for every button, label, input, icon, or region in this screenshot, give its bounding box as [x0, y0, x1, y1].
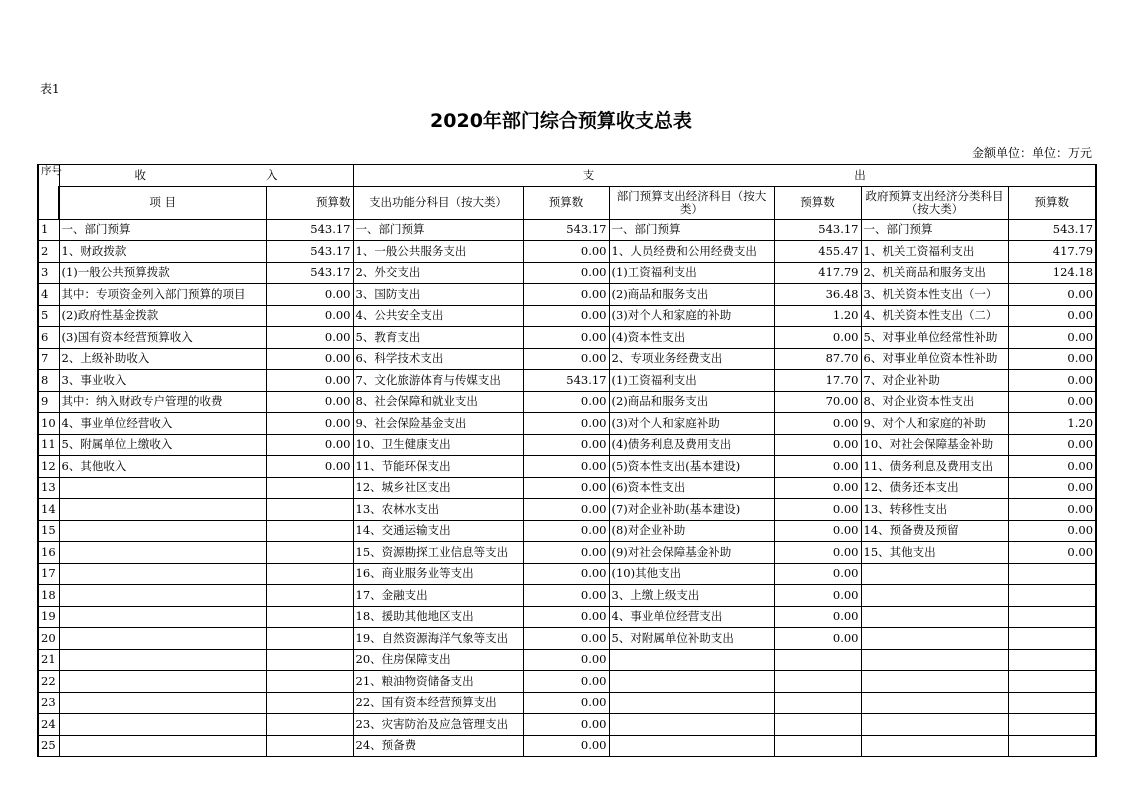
gov-econ-cell: 12、债务还本支出	[861, 477, 1008, 499]
dept-econ-cell: (1)工资福利支出	[609, 370, 774, 392]
gov-amount-cell: 0.00	[1008, 348, 1096, 370]
gov-amount-cell: 0.00	[1008, 305, 1096, 327]
dept-econ-cell: (2)商品和服务支出	[609, 391, 774, 413]
gov-amount-cell: 1.20	[1008, 413, 1096, 435]
expense-group-char-2: 出	[854, 167, 866, 182]
dept-econ-cell: (3)对个人和家庭补助	[609, 413, 774, 435]
table-row	[38, 370, 1096, 392]
seq-cell: 19	[38, 606, 59, 628]
func-class-cell: 3、国防支出	[353, 284, 523, 306]
income-amount-cell: 543.17	[266, 262, 353, 284]
dept-amount-cell: 0.00	[774, 327, 861, 349]
func-class-cell: 11、节能环保支出	[353, 456, 523, 478]
dept-amount-cell: 87.70	[774, 348, 861, 370]
gov-amount-cell: 0.00	[1008, 284, 1096, 306]
dept-amount-cell: 0.00	[774, 585, 861, 607]
dept-amount-cell: 0.00	[774, 434, 861, 456]
func-class-cell: 10、卫生健康支出	[353, 434, 523, 456]
income-amount-header: 预算数	[266, 186, 353, 219]
income-item-cell: 6、其他收入	[59, 456, 266, 478]
func-amount-cell: 0.00	[523, 628, 609, 650]
gov-amount-cell	[1008, 649, 1096, 671]
income-amount-cell: 0.00	[266, 456, 353, 478]
income-item-cell: 1、财政拨款	[59, 241, 266, 263]
gov-econ-cell	[861, 649, 1008, 671]
table-row	[38, 585, 1096, 607]
dept-amount-cell: 0.00	[774, 542, 861, 564]
func-class-cell: 21、粮油物资储备支出	[353, 671, 523, 693]
income-amount-cell: 0.00	[266, 370, 353, 392]
func-class-cell: 14、交通运输支出	[353, 520, 523, 542]
dept-econ-cell: 4、事业单位经营支出	[609, 606, 774, 628]
table-row	[38, 327, 1096, 349]
dept-amount-cell: 0.00	[774, 628, 861, 650]
dept-econ-cell	[609, 692, 774, 714]
seq-cell: 10	[38, 413, 59, 435]
income-item-cell	[59, 499, 266, 521]
income-item-cell: (3)国有资本经营预算收入	[59, 327, 266, 349]
seq-cell: 16	[38, 542, 59, 564]
table-row	[38, 692, 1096, 714]
gov-amount-cell: 124.18	[1008, 262, 1096, 284]
gov-econ-cell: 7、对企业补助	[861, 370, 1008, 392]
income-item-cell	[59, 628, 266, 650]
seq-cell: 1	[38, 219, 59, 241]
income-item-cell: 2、上级补助收入	[59, 348, 266, 370]
seq-cell: 14	[38, 499, 59, 521]
seq-header: 序号	[38, 165, 59, 220]
gov-amount-cell	[1008, 692, 1096, 714]
dept-econ-cell	[609, 671, 774, 693]
expense-group-char-1: 支	[582, 167, 595, 182]
seq-cell: 25	[38, 735, 59, 757]
func-amount-cell: 0.00	[523, 649, 609, 671]
income-amount-cell: 0.00	[266, 305, 353, 327]
func-amount-cell: 0.00	[523, 284, 609, 306]
dept-amount-cell: 0.00	[774, 520, 861, 542]
income-item-cell	[59, 649, 266, 671]
table-row	[38, 628, 1096, 650]
dept-amount-cell	[774, 671, 861, 693]
func-amount-cell: 0.00	[523, 327, 609, 349]
func-class-cell: 17、金融支出	[353, 585, 523, 607]
dept-amount-cell: 0.00	[774, 563, 861, 585]
gov-amount-cell	[1008, 606, 1096, 628]
income-amount-cell	[266, 585, 353, 607]
gov-econ-header: 政府预算支出经济分类科目（按大类）	[861, 186, 1008, 219]
func-class-cell: 8、社会保障和就业支出	[353, 391, 523, 413]
dept-amount-cell	[774, 714, 861, 736]
income-amount-cell	[266, 606, 353, 628]
dept-amount-cell: 36.48	[774, 284, 861, 306]
gov-econ-cell: 11、债务利息及费用支出	[861, 456, 1008, 478]
income-amount-cell	[266, 520, 353, 542]
seq-cell: 2	[38, 241, 59, 263]
income-amount-cell: 0.00	[266, 413, 353, 435]
gov-amount-cell: 0.00	[1008, 391, 1096, 413]
income-item-cell	[59, 735, 266, 757]
table-row	[38, 649, 1096, 671]
seq-cell: 3	[38, 262, 59, 284]
func-amount-cell: 0.00	[523, 735, 609, 757]
func-class-cell: 12、城乡社区支出	[353, 477, 523, 499]
func-class-cell: 13、农林水支出	[353, 499, 523, 521]
gov-amount-cell: 0.00	[1008, 542, 1096, 564]
func-amount-cell: 0.00	[523, 262, 609, 284]
income-item-cell	[59, 714, 266, 736]
func-amount-cell: 0.00	[523, 520, 609, 542]
func-class-cell: 20、住房保障支出	[353, 649, 523, 671]
table-row	[38, 714, 1096, 736]
income-group-header	[59, 165, 353, 187]
table-row	[38, 241, 1096, 263]
dept-econ-cell	[609, 735, 774, 757]
dept-amount-cell: 17.70	[774, 370, 861, 392]
dept-econ-cell: 2、专项业务经费支出	[609, 348, 774, 370]
table-row	[38, 305, 1096, 327]
table-row	[38, 348, 1096, 370]
dept-amount-cell: 0.00	[774, 606, 861, 628]
income-amount-cell	[266, 692, 353, 714]
dept-amount-cell: 1.20	[774, 305, 861, 327]
income-amount-cell	[266, 649, 353, 671]
gov-amount-cell: 0.00	[1008, 327, 1096, 349]
table-row	[38, 542, 1096, 564]
income-amount-cell	[266, 563, 353, 585]
func-class-cell: 18、援助其他地区支出	[353, 606, 523, 628]
amount-unit-note: 金额单位：单位：万元	[971, 146, 1092, 160]
gov-econ-cell	[861, 735, 1008, 757]
income-amount-cell	[266, 628, 353, 650]
func-amount-cell: 0.00	[523, 671, 609, 693]
dept-econ-cell: 1、人员经费和公用经费支出	[609, 241, 774, 263]
gov-econ-cell: 5、对事业单位经常性补助	[861, 327, 1008, 349]
dept-econ-cell: 一、部门预算	[609, 219, 774, 241]
dept-econ-cell: (4)资本性支出	[609, 327, 774, 349]
gov-amount-cell: 0.00	[1008, 499, 1096, 521]
income-item-cell: 4、事业单位经营收入	[59, 413, 266, 435]
dept-econ-cell	[609, 649, 774, 671]
func-amount-cell: 0.00	[523, 348, 609, 370]
gov-econ-cell: 15、其他支出	[861, 542, 1008, 564]
seq-cell: 23	[38, 692, 59, 714]
func-amount-cell: 0.00	[523, 477, 609, 499]
gov-amount-cell	[1008, 563, 1096, 585]
income-item-cell: 一、部门预算	[59, 219, 266, 241]
gov-econ-cell	[861, 714, 1008, 736]
gov-econ-cell	[861, 628, 1008, 650]
dept-amount-cell: 0.00	[774, 456, 861, 478]
dept-amount-cell: 0.00	[774, 499, 861, 521]
dept-econ-cell: (10)其他支出	[609, 563, 774, 585]
func-amount-cell: 0.00	[523, 305, 609, 327]
func-class-cell: 6、科学技术支出	[353, 348, 523, 370]
income-amount-cell: 0.00	[266, 391, 353, 413]
func-class-cell: 一、部门预算	[353, 219, 523, 241]
func-class-cell: 15、资源勘探工业信息等支出	[353, 542, 523, 564]
gov-econ-cell	[861, 585, 1008, 607]
dept-econ-cell: 5、对附属单位补助支出	[609, 628, 774, 650]
dept-amount-cell: 455.47	[774, 241, 861, 263]
gov-econ-cell: 2、机关商品和服务支出	[861, 262, 1008, 284]
gov-econ-cell: 6、对事业单位资本性补助	[861, 348, 1008, 370]
table-row	[38, 413, 1096, 435]
gov-econ-cell: 3、机关资本性支出（一）	[861, 284, 1008, 306]
table-row	[38, 219, 1096, 241]
seq-cell: 12	[38, 456, 59, 478]
func-amount-header: 预算数	[523, 186, 609, 219]
func-class-cell: 24、预备费	[353, 735, 523, 757]
income-item-cell	[59, 542, 266, 564]
income-item-cell: 其中：纳入财政专户管理的收费	[59, 391, 266, 413]
func-class-cell: 9、社会保险基金支出	[353, 413, 523, 435]
income-item-cell: (2)政府性基金拨款	[59, 305, 266, 327]
income-item-cell	[59, 585, 266, 607]
dept-econ-cell: 3、上缴上级支出	[609, 585, 774, 607]
gov-econ-cell: 10、对社会保障基金补助	[861, 434, 1008, 456]
income-amount-cell	[266, 735, 353, 757]
table-row	[38, 391, 1096, 413]
income-item-cell	[59, 477, 266, 499]
dept-amount-cell: 70.00	[774, 391, 861, 413]
gov-amount-header: 预算数	[1008, 186, 1096, 219]
dept-econ-cell: (3)对个人和家庭的补助	[609, 305, 774, 327]
income-item-cell	[59, 520, 266, 542]
gov-econ-cell: 9、对个人和家庭的补助	[861, 413, 1008, 435]
gov-econ-cell: 一、部门预算	[861, 219, 1008, 241]
table-row	[38, 477, 1096, 499]
gov-amount-cell: 0.00	[1008, 477, 1096, 499]
gov-econ-cell	[861, 606, 1008, 628]
seq-cell: 15	[38, 520, 59, 542]
income-amount-cell	[266, 542, 353, 564]
table-row	[38, 456, 1096, 478]
budget-summary-table	[37, 164, 1097, 757]
seq-cell: 5	[38, 305, 59, 327]
func-amount-cell: 0.00	[523, 563, 609, 585]
dept-amount-cell: 0.00	[774, 413, 861, 435]
income-item-cell: 3、事业收入	[59, 370, 266, 392]
gov-econ-cell: 8、对企业资本性支出	[861, 391, 1008, 413]
income-group-char-2: 入	[266, 167, 278, 182]
gov-amount-cell: 417.79	[1008, 241, 1096, 263]
column-header-row	[38, 186, 1096, 219]
group-header-row	[38, 165, 1096, 187]
dept-econ-cell: (2)商品和服务支出	[609, 284, 774, 306]
income-amount-cell	[266, 477, 353, 499]
seq-cell: 20	[38, 628, 59, 650]
seq-cell: 4	[38, 284, 59, 306]
func-class-cell: 23、灾害防治及应急管理支出	[353, 714, 523, 736]
income-amount-cell: 0.00	[266, 284, 353, 306]
dept-econ-cell: (6)资本性支出	[609, 477, 774, 499]
dept-econ-cell: (7)对企业补助(基本建设)	[609, 499, 774, 521]
gov-econ-cell	[861, 563, 1008, 585]
income-amount-cell: 0.00	[266, 434, 353, 456]
func-amount-cell: 0.00	[523, 499, 609, 521]
income-amount-cell	[266, 671, 353, 693]
table-row	[38, 671, 1096, 693]
gov-amount-cell	[1008, 671, 1096, 693]
table-row	[38, 735, 1096, 757]
dept-amount-cell	[774, 692, 861, 714]
table-row	[38, 434, 1096, 456]
dept-amount-cell: 0.00	[774, 477, 861, 499]
dept-econ-cell	[609, 714, 774, 736]
seq-cell: 8	[38, 370, 59, 392]
dept-econ-cell: (9)对社会保障基金补助	[609, 542, 774, 564]
dept-amount-cell	[774, 649, 861, 671]
func-amount-cell: 0.00	[523, 585, 609, 607]
gov-econ-cell: 14、预备费及预留	[861, 520, 1008, 542]
func-class-cell: 5、教育支出	[353, 327, 523, 349]
income-item-cell	[59, 692, 266, 714]
gov-econ-cell	[861, 692, 1008, 714]
table-row	[38, 606, 1096, 628]
func-class-cell: 2、外交支出	[353, 262, 523, 284]
func-class-cell: 19、自然资源海洋气象等支出	[353, 628, 523, 650]
gov-econ-cell	[861, 671, 1008, 693]
expense-group-header	[353, 165, 1096, 187]
gov-econ-cell: 13、转移性支出	[861, 499, 1008, 521]
func-amount-cell: 543.17	[523, 219, 609, 241]
seq-cell: 11	[38, 434, 59, 456]
func-amount-cell: 0.00	[523, 413, 609, 435]
table-row	[38, 262, 1096, 284]
dept-econ-cell: (5)资本性支出(基本建设)	[609, 456, 774, 478]
income-item-cell: 其中：专项资金列入部门预算的项目	[59, 284, 266, 306]
gov-amount-cell: 0.00	[1008, 434, 1096, 456]
income-amount-cell	[266, 714, 353, 736]
income-item-cell	[59, 563, 266, 585]
func-amount-cell: 0.00	[523, 391, 609, 413]
income-item-cell	[59, 606, 266, 628]
income-item-cell: (1)一般公共预算拨款	[59, 262, 266, 284]
income-amount-cell: 543.17	[266, 219, 353, 241]
func-class-cell: 22、国有资本经营预算支出	[353, 692, 523, 714]
func-amount-cell: 0.00	[523, 542, 609, 564]
budget-table-body	[38, 219, 1096, 757]
seq-cell: 9	[38, 391, 59, 413]
gov-amount-cell	[1008, 735, 1096, 757]
seq-cell: 6	[38, 327, 59, 349]
func-amount-cell: 0.00	[523, 434, 609, 456]
func-amount-cell: 0.00	[523, 456, 609, 478]
func-class-cell: 1、一般公共服务支出	[353, 241, 523, 263]
dept-econ-cell: (1)工资福利支出	[609, 262, 774, 284]
dept-amount-cell: 417.79	[774, 262, 861, 284]
income-amount-cell: 0.00	[266, 327, 353, 349]
dept-amount-cell: 543.17	[774, 219, 861, 241]
table-row	[38, 499, 1096, 521]
seq-cell: 7	[38, 348, 59, 370]
table-row	[38, 284, 1096, 306]
income-amount-cell: 543.17	[266, 241, 353, 263]
dept-econ-cell: (4)债务利息及费用支出	[609, 434, 774, 456]
func-class-header: 支出功能分科目（按大类）	[353, 186, 523, 219]
dept-amount-header: 预算数	[774, 186, 861, 219]
dept-econ-cell: (8)对企业补助	[609, 520, 774, 542]
gov-amount-cell: 0.00	[1008, 456, 1096, 478]
func-amount-cell: 0.00	[523, 692, 609, 714]
gov-econ-cell: 1、机关工资福利支出	[861, 241, 1008, 263]
dept-econ-header: 部门预算支出经济科目（按大类）	[609, 186, 774, 219]
income-amount-cell: 0.00	[266, 348, 353, 370]
func-amount-cell: 0.00	[523, 241, 609, 263]
gov-amount-cell: 543.17	[1008, 219, 1096, 241]
page-title: 2020年部门综合预算收支总表	[430, 110, 692, 132]
table-row	[38, 520, 1096, 542]
gov-amount-cell: 0.00	[1008, 520, 1096, 542]
income-item-cell: 5、附属单位上缴收入	[59, 434, 266, 456]
func-amount-cell: 543.17	[523, 370, 609, 392]
func-class-cell: 7、文化旅游体育与传媒支出	[353, 370, 523, 392]
gov-amount-cell: 0.00	[1008, 370, 1096, 392]
income-item-header: 项 目	[59, 186, 266, 219]
seq-cell: 22	[38, 671, 59, 693]
seq-cell: 24	[38, 714, 59, 736]
seq-cell: 13	[38, 477, 59, 499]
table-row	[38, 563, 1096, 585]
dept-amount-cell	[774, 735, 861, 757]
table-number: 表1	[40, 82, 60, 96]
gov-amount-cell	[1008, 628, 1096, 650]
seq-cell: 18	[38, 585, 59, 607]
income-amount-cell	[266, 499, 353, 521]
func-class-cell: 4、公共安全支出	[353, 305, 523, 327]
seq-cell: 17	[38, 563, 59, 585]
func-amount-cell: 0.00	[523, 714, 609, 736]
func-amount-cell: 0.00	[523, 606, 609, 628]
gov-amount-cell	[1008, 714, 1096, 736]
income-item-cell	[59, 671, 266, 693]
gov-econ-cell: 4、机关资本性支出（二）	[861, 305, 1008, 327]
func-class-cell: 16、商业服务业等支出	[353, 563, 523, 585]
gov-amount-cell	[1008, 585, 1096, 607]
seq-cell: 21	[38, 649, 59, 671]
income-group-char-1: 收	[134, 167, 146, 182]
